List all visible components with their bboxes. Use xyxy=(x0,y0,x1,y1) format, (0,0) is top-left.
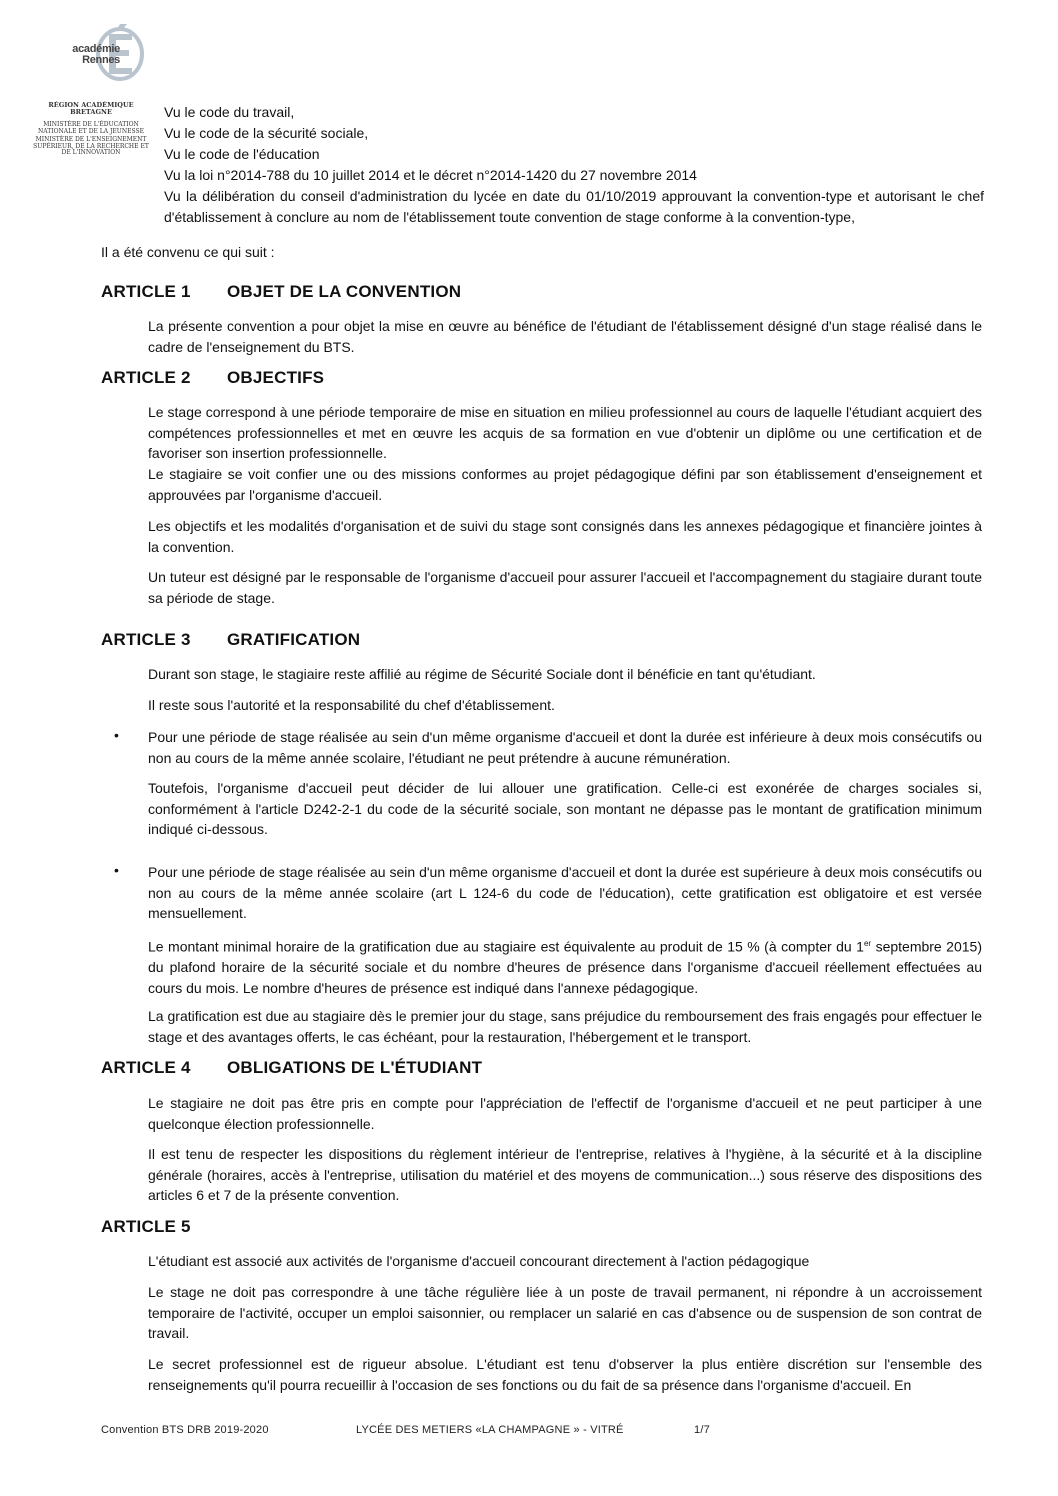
footer-left: Convention BTS DRB 2019-2020 xyxy=(101,1424,269,1436)
logo-wordmark xyxy=(60,44,120,66)
article-number: ARTICLE 2 xyxy=(101,368,191,387)
article-title: GRATIFICATION xyxy=(227,630,361,649)
article-3-paragraph: La gratification est due au stagiaire dès le premier jour du stage, sans préjudice du remboursement des frais engagés pour effectuer le stage et des avantages offerts, le cas échéant, pour la restauration, l'hébergement et le transport. xyxy=(148,1008,982,1045)
preamble-line: Vu la délibération du conseil d'administration du lycée en date du 01/10/2019 approuvant la convention-type et autorisant le chef d'établissement à conclure au nom de l'établissement toute convention de stage conforme à la convention-type, xyxy=(164,188,984,225)
article-5-paragraph: Le stage ne doit pas correspondre à une tâche régulière liée à un poste de travail permanent, ni répondre à un accroissement temporaire de l'activité, occuper un emploi saisonnier, ou remplacer un salarié en cas d'absence ou de suspension de son contrat de travail. xyxy=(148,1284,982,1341)
text-segment: septembre 2015) du plafond horaire de la sécurité sociale et du nombre d'heures de présence dans l'organisme d'accueil réellement effectuées au cours du mois. Le nombre d'heures de présence est indiqué dans l'annexe pédagogique. xyxy=(148,938,982,996)
preamble-line: Vu la loi n°2014-788 du 10 juillet 2014 et le décret n°2014-1420 du 27 novembre 2014 xyxy=(164,167,697,183)
article-title: OBLIGATIONS DE L'ÉTUDIANT xyxy=(227,1058,483,1077)
article-3-paragraph: Toutefois, l'organisme d'accueil peut décider de lui allouer une gratification. Celle-ci est exonérée de charges sociales si, conformément à l'article D242-2-1 du code de la sécurité sociale, son montant ne dépasse pas le montant de gratification minimum indiqué ci-dessous. xyxy=(148,780,982,837)
article-number: ARTICLE 4 xyxy=(101,1058,191,1077)
article-1-heading xyxy=(101,282,461,302)
bullet-icon: • xyxy=(114,727,119,743)
article-title: OBJECTIFS xyxy=(227,368,325,387)
article-2-paragraph: Le stage correspond à une période temporaire de mise en situation en milieu professionnel au cours de laquelle l'étudiant acquiert des compétences professionnelles et met en œuvre les acquis de sa formation en vue d'obtenir un diplôme ou une certification et de favoriser son insertion professionnelle. xyxy=(148,404,982,461)
logo-region: RÉGION ACADÉMIQUE BRETAGNE xyxy=(48,101,134,116)
article-number: ARTICLE 3 xyxy=(101,630,191,649)
article-2-heading xyxy=(101,368,324,388)
preamble-line: Vu le code de l'éducation xyxy=(164,146,320,162)
article-3-paragraph: Durant son stage, le stagiaire reste affilié au régime de Sécurité Sociale dont il bénéficie en tant qu'étudiant. xyxy=(148,666,816,682)
article-5-paragraph: Le secret professionnel est de rigueur absolue. L'étudiant est tenu d'observer la plus entière discrétion sur l'ensemble des renseignements qu'il pourra recueillir à l'occasion de ses fonctions ou du fait de sa présence dans l'organisme d'accueil. En xyxy=(148,1356,982,1393)
article-2-paragraph: Un tuteur est désigné par le responsable de l'organisme d'accueil pour assurer l'accueil et l'accompagnement du stagiaire durant toute sa période de stage. xyxy=(148,569,982,606)
footer-page-number: 1/7 xyxy=(694,1424,710,1436)
footer-center: LYCÉE DES METIERS «LA CHAMPAGNE » - VITRÉ xyxy=(356,1424,624,1436)
logo-word-rennes: Rennes xyxy=(82,54,120,66)
article-4-heading xyxy=(101,1058,482,1078)
article-number: ARTICLE 5 xyxy=(101,1217,191,1236)
article-1-paragraph: La présente convention a pour objet la mise en œuvre au bénéfice de l'étudiant de l'établissement désigné d'un stage réalisé dans le cadre de l'enseignement du BTS. xyxy=(148,318,982,355)
preamble-line: Vu le code du travail, xyxy=(164,104,295,120)
logo-word-academie: académie xyxy=(72,43,120,55)
article-3-paragraph xyxy=(148,934,982,998)
article-3-paragraph: Il reste sous l'autorité et la responsabilité du chef d'établissement. xyxy=(148,697,555,713)
logo-ministry-higher-education: MINISTÈRE DE L'ENSEIGNEMENT SUPÉRIEUR, DE LA RECHERCHE ET DE L'INNOVATION xyxy=(33,136,149,157)
article-4-paragraph: Il est tenu de respecter les dispositions du règlement intérieur de l'entreprise, relatives à l'hygiène, à la sécurité et à la discipline générale (horaires, accès à l'entreprise, utilisation du matériel et des moyens de communication...) sous réserve des dispositions des articles 6 et 7 de la présente convention. xyxy=(148,1146,982,1203)
article-2-paragraph: Le stagiaire se voit confier une ou des missions conformes au projet pédagogique défini par son établissement d'enseignement et approuvées par l'organisme d'accueil. xyxy=(148,466,982,503)
bullet-icon: • xyxy=(114,862,119,878)
text-segment: Le montant minimal horaire de la gratification due au stagiaire est équivalente au produit de 15 % (à compter du 1 xyxy=(148,938,864,955)
preamble-line: Vu le code de la sécurité sociale, xyxy=(164,125,369,141)
superscript: er xyxy=(863,939,872,948)
article-2-paragraph: Les objectifs et les modalités d'organisation et de suivi du stage sont consignés dans les annexes pédagogique et financière jointes à la convention. xyxy=(148,518,982,555)
article-3-bullet-paragraph: Pour une période de stage réalisée au sein d'un même organisme d'accueil et dont la durée est inférieure à deux mois consécutifs ou non au cours de la même année scolaire, l'étudiant ne peut prétendre à aucune rémunération. xyxy=(148,729,982,766)
logo-ministry-education: MINISTÈRE DE L'ÉDUCATION NATIONALE ET DE LA JEUNESSE xyxy=(38,121,144,135)
article-3-bullet-paragraph: Pour une période de stage réalisée au sein d'un même organisme d'accueil et dont la durée est supérieure à deux mois consécutifs ou non au cours de la même année scolaire (art L 124-6 du code de l'éducation), cette gratification est obligatoire et est versée mensuellement. xyxy=(148,864,982,921)
article-4-paragraph: Le stagiaire ne doit pas être pris en compte pour l'appréciation de l'effectif de l'organisme d'accueil et ne peut participer à une quelconque élection professionnelle. xyxy=(148,1095,982,1132)
article-3-heading xyxy=(101,630,360,650)
article-number: ARTICLE 1 xyxy=(101,282,191,301)
article-title: OBJET DE LA CONVENTION xyxy=(227,282,462,301)
intro-text: Il a été convenu ce qui suit : xyxy=(101,244,275,260)
preamble xyxy=(164,102,984,228)
article-5-heading xyxy=(101,1217,227,1237)
academie-rennes-logo xyxy=(30,18,152,157)
article-5-paragraph: L'étudiant est associé aux activités de l'organisme d'accueil concourant directement à l'action pédagogique xyxy=(148,1253,810,1269)
